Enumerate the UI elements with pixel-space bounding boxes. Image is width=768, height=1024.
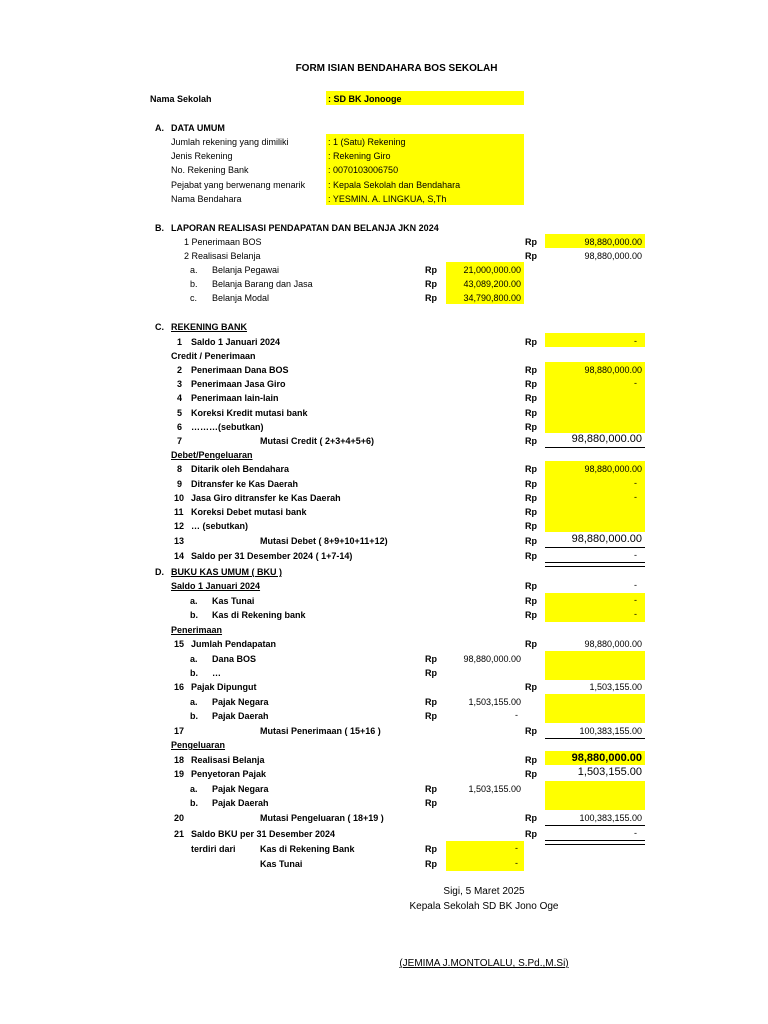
d-row-16b-label: Pajak Daerah xyxy=(212,711,269,721)
d-row-18-num: 18 xyxy=(174,755,185,765)
c-row-1-rp: Rp xyxy=(525,337,537,347)
d-row-21-label: Saldo BKU per 31 Desember 2024 xyxy=(191,829,336,839)
belanja-barang-rp: Rp xyxy=(425,279,437,289)
nama-sekolah-label: Nama Sekolah xyxy=(150,94,212,104)
c-row-2-label: Penerimaan Dana BOS xyxy=(191,365,289,375)
d-row-16-label: Pajak Dipungut xyxy=(191,682,257,692)
belanja-modal-rp: Rp xyxy=(425,293,437,303)
c-row-1-label: Saldo 1 Januari 2024 xyxy=(191,337,281,347)
c-row-13-label: Mutasi Debet ( 8+9+10+11+12) xyxy=(260,536,388,546)
d-row-16a-value: 1,503,155.00 xyxy=(468,697,521,707)
pajak-dipungut-highlight xyxy=(545,694,645,723)
section-d-heading: BUKU KAS UMUM ( BKU ) xyxy=(171,567,282,577)
kas-tunai-akhir-value: - xyxy=(515,858,518,868)
c-row-13-num: 13 xyxy=(174,536,185,546)
mutasi-pengeluaran-underline xyxy=(545,825,645,826)
section-c-letter: C. xyxy=(155,322,164,332)
realisasi-belanja-label: 2 Realisasi Belanja xyxy=(184,251,261,261)
d-kas-bank-rp: Rp xyxy=(525,610,537,620)
signature-name: (JEMIMA J.MONTOLALU, S.Pd.,M.Si) xyxy=(399,958,569,969)
d-row-19a-label: Pajak Negara xyxy=(212,784,269,794)
d-kas-bank-letter: b. xyxy=(190,610,198,620)
d-saldo-label: Saldo 1 Januari 2024 xyxy=(171,581,261,591)
d-row-15a-value: 98,880,000.00 xyxy=(463,654,521,664)
belanja-pegawai-value: 21,000,000.00 xyxy=(463,265,521,275)
mutasi-debet-underline xyxy=(545,547,645,548)
c-row-7-value: 98,880,000.00 xyxy=(571,433,642,445)
belanja-modal-value: 34,790,800.00 xyxy=(463,293,521,303)
section-a-heading: DATA UMUM xyxy=(171,123,225,133)
section-b-letter: B. xyxy=(155,223,164,233)
c-row-10-value: - xyxy=(634,492,637,502)
c-row-1-value: - xyxy=(634,336,637,346)
d-row-20-rp: Rp xyxy=(525,813,537,823)
d-row-19-num: 19 xyxy=(174,769,185,779)
penerimaan-bos-label: 1 Penerimaan BOS xyxy=(184,237,262,247)
d-row-15a-letter: a. xyxy=(190,654,198,664)
c-row-7-rp: Rp xyxy=(525,436,537,446)
jenis-rekening-value: : Rekening Giro xyxy=(328,151,391,161)
signature-place-date: Sigi, 5 Maret 2025 xyxy=(443,886,525,897)
mutasi-penerimaan-underline xyxy=(545,738,645,739)
section-a-letter: A. xyxy=(155,123,164,133)
d-row-20-label: Mutasi Pengeluaran ( 18+19 ) xyxy=(260,813,384,823)
d-row-16-num: 16 xyxy=(174,682,185,692)
section-d-letter: D. xyxy=(155,567,164,577)
c-row-3-label: Penerimaan Jasa Giro xyxy=(191,379,286,389)
credit-heading: Credit / Penerimaan xyxy=(171,351,256,361)
d-kas-tunai-rp: Rp xyxy=(525,596,537,606)
d-kas-bank-label: Kas di Rekening bank xyxy=(212,610,306,620)
c-row-5-num: 5 xyxy=(177,408,183,418)
d-row-19-rp: Rp xyxy=(525,769,537,779)
kas-tunai-akhir-rp: Rp xyxy=(425,859,437,869)
c-row-3-rp: Rp xyxy=(525,379,537,389)
c-row-9-value: - xyxy=(634,478,637,488)
c-row-13-value: 98,880,000.00 xyxy=(571,533,642,545)
d-row-15a-rp: Rp xyxy=(425,654,437,664)
d-row-17-value: 100,383,155.00 xyxy=(579,726,642,736)
d-row-19b-rp: Rp xyxy=(425,798,437,808)
d-row-21-rp: Rp xyxy=(525,829,537,839)
c-row-10-rp: Rp xyxy=(525,493,537,503)
section-c-heading: REKENING BANK xyxy=(171,322,248,332)
c-row-11-num: 11 xyxy=(174,507,184,517)
c-row-4-num: 4 xyxy=(177,393,183,403)
c-row-14-rp: Rp xyxy=(525,551,537,561)
saldo-bku-double-underline xyxy=(545,840,645,845)
d-kas-bank-value: - xyxy=(634,609,637,619)
c-row-11-label: Koreksi Debet mutasi bank xyxy=(191,507,307,517)
penerimaan-bos-value: 98,880,000.00 xyxy=(584,237,642,247)
pengeluaran-heading: Pengeluaran xyxy=(171,740,226,750)
c-row-8-label: Ditarik oleh Bendahara xyxy=(191,464,290,474)
c-row-10-num: 10 xyxy=(174,493,185,503)
d-row-17-label: Mutasi Penerimaan ( 15+16 ) xyxy=(260,726,381,736)
c-row-2-value: 98,880,000.00 xyxy=(584,365,642,375)
kas-rekening-bank-label: Kas di Rekening Bank xyxy=(260,844,355,854)
belanja-modal-label: Belanja Modal xyxy=(212,293,270,303)
c-row-10-label: Jasa Giro ditransfer ke Kas Daerah xyxy=(191,493,341,503)
pejabat-value: : Kepala Sekolah dan Bendahara xyxy=(328,180,461,190)
pejabat-label: Pejabat yang berwenang menarik xyxy=(171,180,306,190)
c-row-5-rp: Rp xyxy=(525,408,537,418)
belanja-pegawai-letter: a. xyxy=(190,265,198,275)
jenis-rekening-label: Jenis Rekening xyxy=(171,151,233,161)
signature-role: Kepala Sekolah SD BK Jono Oge xyxy=(409,901,559,912)
pendapatan-sub-highlight xyxy=(545,651,645,680)
jumlah-rekening-value: : 1 (Satu) Rekening xyxy=(328,137,406,147)
kas-tunai-akhir-label: Kas Tunai xyxy=(260,859,303,869)
realisasi-belanja-rp: Rp xyxy=(525,251,537,261)
d-row-16a-letter: a. xyxy=(190,697,198,707)
c-row-3-value: - xyxy=(634,378,637,388)
d-row-16-rp: Rp xyxy=(525,682,537,692)
kas-rekening-bank-value: - xyxy=(515,843,518,853)
no-rekening-value: : 0070103006750 xyxy=(328,165,399,175)
belanja-pegawai-rp: Rp xyxy=(425,265,437,275)
d-row-20-num: 20 xyxy=(174,813,185,823)
belanja-barang-value: 43,089,200.00 xyxy=(463,279,521,289)
c-row-9-rp: Rp xyxy=(525,479,537,489)
c-row-6-num: 6 xyxy=(177,422,183,432)
c-row-13-rp: Rp xyxy=(525,536,537,546)
d-row-16b-rp: Rp xyxy=(425,711,437,721)
c-row-7-num: 7 xyxy=(177,436,183,446)
d-row-18-label: Realisasi Belanja xyxy=(191,755,265,765)
d-row-15a-label: Dana BOS xyxy=(212,654,257,664)
d-row-15b-label: … xyxy=(212,668,221,678)
no-rekening-label: No. Rekening Bank xyxy=(171,165,249,175)
d-row-16-value: 1,503,155.00 xyxy=(589,682,642,692)
c-row-12-rp: Rp xyxy=(525,521,537,531)
debet-heading: Debet/Pengeluaran xyxy=(171,450,253,460)
terdiri-dari-label: terdiri dari xyxy=(191,844,236,854)
d-row-19b-label: Pajak Daerah xyxy=(212,798,269,808)
d-row-19a-letter: a. xyxy=(190,784,198,794)
d-row-19b-letter: b. xyxy=(190,798,198,808)
d-row-16b-letter: b. xyxy=(190,711,198,721)
nama-bendahara-label: Nama Bendahara xyxy=(171,194,242,204)
belanja-barang-label: Belanja Barang dan Jasa xyxy=(212,279,313,289)
belanja-modal-letter: c. xyxy=(190,293,198,303)
c-row-11-rp: Rp xyxy=(525,507,537,517)
d-row-17-rp: Rp xyxy=(525,726,537,736)
nama-bendahara-value: : YESMIN. A. LINGKUA, S,Th xyxy=(328,194,447,204)
d-row-16b-value: - xyxy=(515,710,518,720)
d-row-19a-rp: Rp xyxy=(425,784,437,794)
belanja-barang-letter: b. xyxy=(190,279,198,289)
mutasi-credit-underline xyxy=(545,447,645,448)
section-b-heading: LAPORAN REALISASI PENDAPATAN DAN BELANJA JKN 2024 xyxy=(171,223,439,233)
c-row-9-num: 9 xyxy=(177,479,183,489)
c-row-12-label: … (sebutkan) xyxy=(191,521,249,531)
c-row-2-num: 2 xyxy=(177,365,183,375)
c-row-7-label: Mutasi Credit ( 2+3+4+5+6) xyxy=(260,436,375,446)
c-row-4-rp: Rp xyxy=(525,393,537,403)
d-row-16a-label: Pajak Negara xyxy=(212,697,269,707)
c-row-1-num: 1 xyxy=(177,337,183,347)
d-row-19-value: 1,503,155.00 xyxy=(577,766,642,778)
realisasi-belanja-value: 98,880,000.00 xyxy=(584,251,642,261)
c-row-9-label: Ditransfer ke Kas Daerah xyxy=(191,479,299,489)
d-row-20-value: 100,383,155.00 xyxy=(579,813,642,823)
c-row-8-value: 98,880,000.00 xyxy=(584,464,642,474)
saldo-akhir-double-underline xyxy=(545,562,645,567)
d-row-15-num: 15 xyxy=(174,639,185,649)
c-row-6-rp: Rp xyxy=(525,422,537,432)
d-row-21-value: - xyxy=(634,828,637,838)
d-row-15-label: Jumlah Pendapatan xyxy=(191,639,277,649)
d-row-15-value: 98,880,000.00 xyxy=(584,639,642,649)
d-row-15b-rp: Rp xyxy=(425,668,437,678)
c-row-14-label: Saldo per 31 Desember 2024 ( 1+7-14) xyxy=(191,551,353,561)
c-row-4-label: Penerimaan lain-lain xyxy=(191,393,279,403)
d-row-16a-rp: Rp xyxy=(425,697,437,707)
d-row-18-rp: Rp xyxy=(525,755,537,765)
form-title: FORM ISIAN BENDAHARA BOS SEKOLAH xyxy=(295,63,498,74)
d-kas-tunai-value: - xyxy=(634,595,637,605)
d-kas-tunai-letter: a. xyxy=(190,596,198,606)
d-row-15b-letter: b. xyxy=(190,668,198,678)
c-row-14-value: - xyxy=(634,550,637,560)
c-row-2-rp: Rp xyxy=(525,365,537,375)
c-row-14-num: 14 xyxy=(174,551,185,561)
d-saldo-rp: Rp xyxy=(525,581,537,591)
d-row-19-label: Penyetoran Pajak xyxy=(191,769,267,779)
c-row-5-label: Koreksi Kredit mutasi bank xyxy=(191,408,308,418)
d-saldo-value: - xyxy=(634,580,637,590)
penerimaan-bos-rp: Rp xyxy=(525,237,537,247)
d-row-15-rp: Rp xyxy=(525,639,537,649)
d-row-18-value: 98,880,000.00 xyxy=(571,752,642,764)
d-row-19a-value: 1,503,155.00 xyxy=(468,784,521,794)
d-row-21-num: 21 xyxy=(174,829,185,839)
c-row-3-num: 3 xyxy=(177,379,183,389)
jumlah-rekening-label: Jumlah rekening yang dimiliki xyxy=(171,137,289,147)
c-row-8-rp: Rp xyxy=(525,464,537,474)
d-kas-tunai-label: Kas Tunai xyxy=(212,596,255,606)
c-row-8-num: 8 xyxy=(177,464,183,474)
penerimaan-heading: Penerimaan xyxy=(171,625,223,635)
kas-rekening-bank-rp: Rp xyxy=(425,844,437,854)
penyetoran-pajak-highlight xyxy=(545,781,645,810)
c-row-6-label: ………(sebutkan) xyxy=(191,422,264,432)
c-row-12-num: 12 xyxy=(174,521,185,531)
d-row-17-num: 17 xyxy=(174,726,185,736)
belanja-pegawai-label: Belanja Pegawai xyxy=(212,265,280,275)
nama-sekolah-value: : SD BK Jonooge xyxy=(328,94,402,104)
